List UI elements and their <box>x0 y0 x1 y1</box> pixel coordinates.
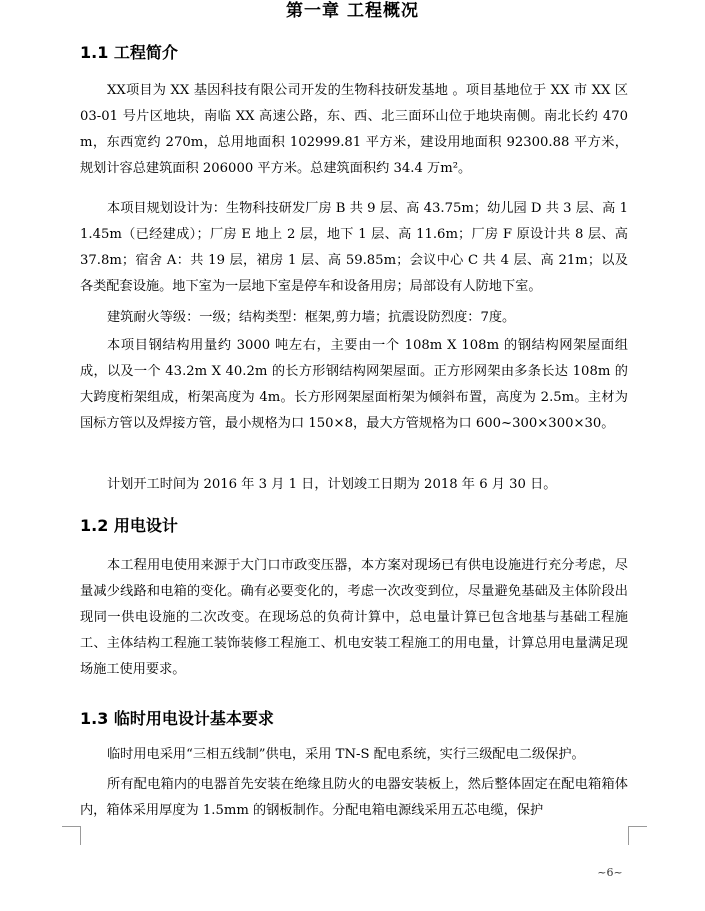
paragraph-fire-rating: 建筑耐火等级：一级；结构类型：框架,剪力墙；抗震设防烈度：7度。 <box>107 310 516 325</box>
crop-mark-bottom-right <box>628 826 647 845</box>
paragraph-project-plan: 本项目规划设计为：生物科技研发厂房 B 共 9 层、高 43.75m；幼儿园 D 共 3 层、高 11.45m（已经建成）；厂房 E 地上 2 层，地下 1 层、高 11.6m；厂房 F 原设计共 8 层、高 37.8m；宿舍 A：共 19 层，裙房 1 层、高 59.85m；会议中心 C 共 4 层、高 21m；以及各类配套设施。地下室为一层地下室是停车和设备用房；局部设有人防地下室。 <box>80 201 628 294</box>
paragraph-power-system: 临时用电采用“三相五线制”供电，采用 TN-S 配电系统，实行三级配电二级保护。 <box>107 747 585 762</box>
paragraph-distribution-box: 所有配电箱内的电器首先安装在绝缘且防火的电器安装板上，然后整体固定在配电箱箱体内，箱体采用厚度为 1.5mm 的钢板制作。分配电箱电源线采用五芯电缆，保护 <box>80 777 628 818</box>
paragraph-steel-structure: 本项目钢结构用量约 3000 吨左右，主要由一个 108m X 108m 的钢结构网架屋面组成，以及一个 43.2m X 40.2m 的长方形钢结构网架屋面。正方形网架由多条长达 108m 的大跨度桁架组成，桁架高度为 4m。长方形网架屋面桁架为倾斜布置，高度为 2.5m。主材为国标方管以及焊接方管，最小规格为口 150×8，最大方管规格为口 600~300×300×30。 <box>80 338 628 431</box>
page-number: ~6~ <box>597 866 623 879</box>
paragraph-power-design: 本工程用电使用来源于大门口市政变压器，本方案对现场已有供电设施进行充分考虑，尽量减少线路和电箱的变化。确有必要变化的，考虑一次改变到位，尽量避免基础及主体阶段出现同一供电设施的二次改变。在现场总的负荷计算中，总电量计算已包含地基与基础工程施工、主体结构工程施工装饰装修工程施工、机电安装工程施工的用电量，计算总用电量满足现场施工使用要求。 <box>80 558 628 677</box>
paragraph-schedule: 计划开工时间为 2016 年 3 月 1 日，计划竣工日期为 2018 年 6 月 30 日。 <box>107 477 557 492</box>
section-heading-1-1: 1.1 工程简介 <box>80 43 178 62</box>
paragraph-project-location: XX项目为 XX 基因科技有限公司开发的生物科技研发基地 。项目基地位于 XX 市 XX 区 03-01 号片区地块，南临 XX 高速公路，东、西、北三面环山位于地块南侧。南北长约 470m，东西宽约 270m，总用地面积 102999.81 平方米，建设用地面积 92300.88 平方米，规划计容总建筑面积 206000 平方米。总建筑面积约 34.4 万m²。 <box>80 83 628 176</box>
section-heading-1-3: 1.3 临时用电设计基本要求 <box>80 709 274 728</box>
chapter-title: 第一章 工程概况 <box>286 1 419 21</box>
section-heading-1-2: 1.2 用电设计 <box>80 516 178 535</box>
crop-mark-bottom-left <box>62 826 81 845</box>
